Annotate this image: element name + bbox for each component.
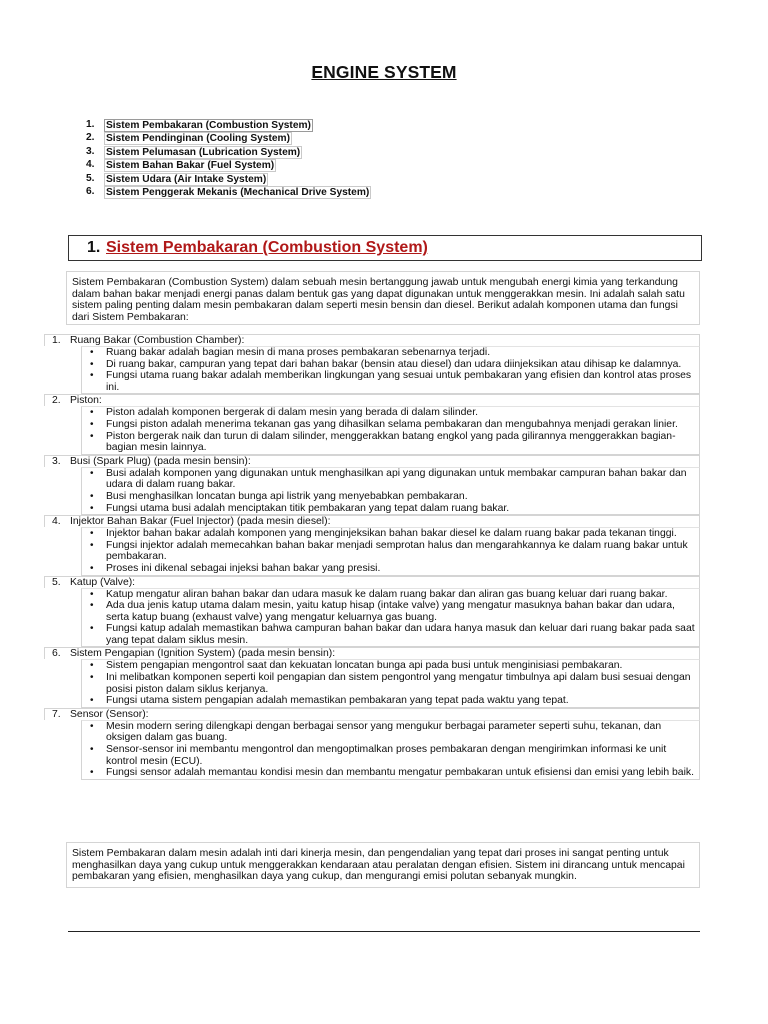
section-title: Sistem Pembakaran (Combustion System) bbox=[106, 239, 428, 256]
detail-item: • Ini melibatkan komponen seperti koil pengapian dan sistem pengontrol yang mengatur timbulnya api dalam busi sesuai dengan posisi piston dalam siklus kerjanya. bbox=[82, 672, 699, 695]
detail-item: • Piston bergerak naik dan turun di dalam silinder, menggerakkan batang engkol yang pada gilirannya menggerakkan bagian-bagian mesin lainnya. bbox=[82, 431, 699, 454]
detail-item: • Sensor-sensor ini membantu mengontrol dan mengoptimalkan proses pembakaran dengan mengirimkan informasi ke unit kontrol mesin (ECU). bbox=[82, 744, 699, 767]
component-details bbox=[81, 527, 700, 575]
detail-item: • Di ruang bakar, campuran yang tepat dari bahan bakar (bensin atau diesel) dan udara diinjeksikan atau dihisap ke dalamnya. bbox=[82, 359, 699, 371]
component-number: 3. bbox=[52, 455, 61, 467]
toc-item-number: 3. bbox=[86, 145, 95, 157]
toc-item-label[interactable]: Sistem Udara (Air Intake System) bbox=[106, 173, 267, 185]
toc-item-number: 1. bbox=[86, 119, 95, 130]
component-number: 7. bbox=[52, 708, 61, 720]
detail-item: • Proses ini dikenal sebagai injeksi bahan bakar yang presisi. bbox=[82, 563, 699, 575]
detail-item: • Busi menghasilkan loncatan bunga api listrik yang menyebabkan pembakaran. bbox=[82, 491, 699, 503]
section-heading bbox=[68, 235, 702, 261]
component-item bbox=[44, 455, 700, 515]
component-heading bbox=[44, 708, 700, 720]
component-item bbox=[44, 647, 700, 707]
component-number: 4. bbox=[52, 516, 61, 528]
component-item bbox=[44, 708, 700, 780]
detail-item: • Fungsi piston adalah menerima tekanan gas yang dihasilkan selama pembakaran dan mengubahnya menjadi gerakan linier. bbox=[82, 419, 699, 431]
detail-item: • Busi adalah komponen yang digunakan untuk menghasilkan api yang digunakan untuk membakar campuran bahan bakar dan udara di dalam ruang bakar. bbox=[82, 468, 699, 491]
detail-item: • Sistem pengapian mengontrol saat dan kekuatan loncatan bunga api pada busi untuk menginisiasi pembakaran. bbox=[82, 660, 699, 672]
component-number: 1. bbox=[52, 335, 61, 346]
detail-item: • Mesin modern sering dilengkapi dengan berbagai sensor yang mengukur berbagai parameter seperti suhu, tekanan, dan oksigen dalam gas buang. bbox=[82, 721, 699, 744]
document-title: ENGINE SYSTEM bbox=[311, 62, 457, 82]
component-number: 2. bbox=[52, 395, 61, 407]
component-heading bbox=[44, 334, 700, 346]
toc-item-number: 2. bbox=[86, 132, 95, 144]
component-details bbox=[81, 346, 700, 394]
component-heading bbox=[44, 515, 700, 527]
component-details bbox=[81, 467, 700, 515]
footer-divider bbox=[68, 931, 700, 932]
toc-item-label[interactable]: Sistem Pembakaran (Combustion System) bbox=[106, 120, 311, 131]
toc-item-number: 5. bbox=[86, 172, 95, 184]
toc-item-label[interactable]: Sistem Penggerak Mekanis (Mechanical Drive System) bbox=[106, 186, 370, 198]
detail-item: • Piston adalah komponen bergerak di dalam mesin yang berada di dalam silinder. bbox=[82, 407, 699, 419]
detail-item: • Injektor bahan bakar adalah komponen yang menginjeksikan bahan bakar diesel ke dalam ruang bakar pada tekanan tinggi. bbox=[82, 528, 699, 540]
detail-item: • Ada dua jenis katup utama dalam mesin, yaitu katup hisap (intake valve) yang mengatur masuknya bahan bakar dan udara, serta katup buang (exhaust valve) yang mengatur keluarnya gas buang. bbox=[82, 600, 699, 623]
toc-item-label[interactable]: Sistem Pelumasan (Lubrication System) bbox=[106, 146, 301, 158]
component-label: Ruang Bakar (Combustion Chamber): bbox=[70, 335, 245, 346]
component-list bbox=[44, 334, 700, 780]
detail-item: • Fungsi utama busi adalah menciptakan titik pembakaran yang tepat dalam ruang bakar. bbox=[82, 503, 699, 515]
component-details bbox=[81, 659, 700, 707]
component-details bbox=[81, 720, 700, 780]
component-details bbox=[81, 406, 700, 454]
conclusion-paragraph: Sistem Pembakaran dalam mesin adalah inti dari kinerja mesin, dan pengendalian yang tepat dari proses ini sangat penting untuk menghasilkan daya yang cukup untuk menggerakkan kendaraan atau peralatan dengan efisien. Sistem ini dirancang untuk mencapai pembakaran yang efisien, menghasilkan daya yang cukup, dan mengurangi emisi polutan sebanyak mungkin. bbox=[66, 842, 700, 888]
toc-item-number: 6. bbox=[86, 185, 95, 197]
component-details bbox=[81, 588, 700, 648]
component-item bbox=[44, 394, 700, 454]
intro-paragraph: Sistem Pembakaran (Combustion System) dalam sebuah mesin bertanggung jawab untuk mengubah energi kimia yang terkandung dalam bahan bakar menjadi energi panas dalam bentuk gas yang dapat digunakan untuk menggerakkan mesin. Ini adalah salah satu sistem paling penting dalam mesin pembakaran dalam seperti mesin bensin dan diesel. Berikut adalah komponen utama dan fungsi dari Sistem Pembakaran: bbox=[66, 271, 700, 325]
section-number: 1. bbox=[87, 239, 101, 256]
component-heading bbox=[44, 394, 700, 406]
component-number: 5. bbox=[52, 576, 61, 588]
component-item bbox=[44, 576, 700, 648]
component-heading bbox=[44, 576, 700, 588]
component-item bbox=[44, 515, 700, 575]
toc-item-number: 4. bbox=[86, 159, 95, 171]
detail-item: • Fungsi utama ruang bakar adalah memberikan lingkungan yang sesuai untuk pembakaran yang efisien dan kontrol atas proses ini. bbox=[82, 370, 699, 393]
component-heading bbox=[44, 455, 700, 467]
detail-item: • Fungsi katup adalah memastikan bahwa campuran bahan bakar dan udara hanya masuk dan keluar dari ruang bakar pada saat yang tepat dalam siklus mesin. bbox=[82, 623, 699, 646]
component-item bbox=[44, 334, 700, 394]
component-heading bbox=[44, 647, 700, 659]
detail-item: • Fungsi sensor adalah memantau kondisi mesin dan membantu mengatur pembakaran untuk efisiensi dan emisi yang lebih baik. bbox=[82, 767, 699, 779]
component-label: Injektor Bahan Bakar (Fuel Injector) (pada mesin diesel): bbox=[70, 516, 331, 528]
detail-item: • Fungsi utama sistem pengapian adalah memastikan pembakaran yang tepat pada waktu yang tepat. bbox=[82, 695, 699, 707]
detail-item: • Fungsi injektor adalah memecahkan bahan bakar menjadi semprotan halus dan mengarahkannya ke dalam ruang bakar untuk pembakaran. bbox=[82, 540, 699, 563]
toc-item-label[interactable]: Sistem Bahan Bakar (Fuel System) bbox=[106, 160, 275, 172]
component-label: Busi (Spark Plug) (pada mesin bensin): bbox=[70, 455, 251, 467]
detail-item: • Katup mengatur aliran bahan bakar dan udara masuk ke dalam ruang bakar dan aliran gas buang keluar dari ruang bakar. bbox=[82, 589, 699, 601]
component-number: 6. bbox=[52, 648, 61, 660]
component-label: Sensor (Sensor): bbox=[70, 708, 149, 720]
toc-item-label[interactable]: Sistem Pendinginan (Cooling System) bbox=[106, 133, 290, 145]
detail-item: • Ruang bakar adalah bagian mesin di mana proses pembakaran sebenarnya terjadi. bbox=[82, 347, 699, 359]
component-label: Piston: bbox=[70, 395, 102, 407]
component-label: Sistem Pengapian (Ignition System) (pada mesin bensin): bbox=[70, 648, 336, 660]
component-label: Katup (Valve): bbox=[70, 576, 136, 588]
